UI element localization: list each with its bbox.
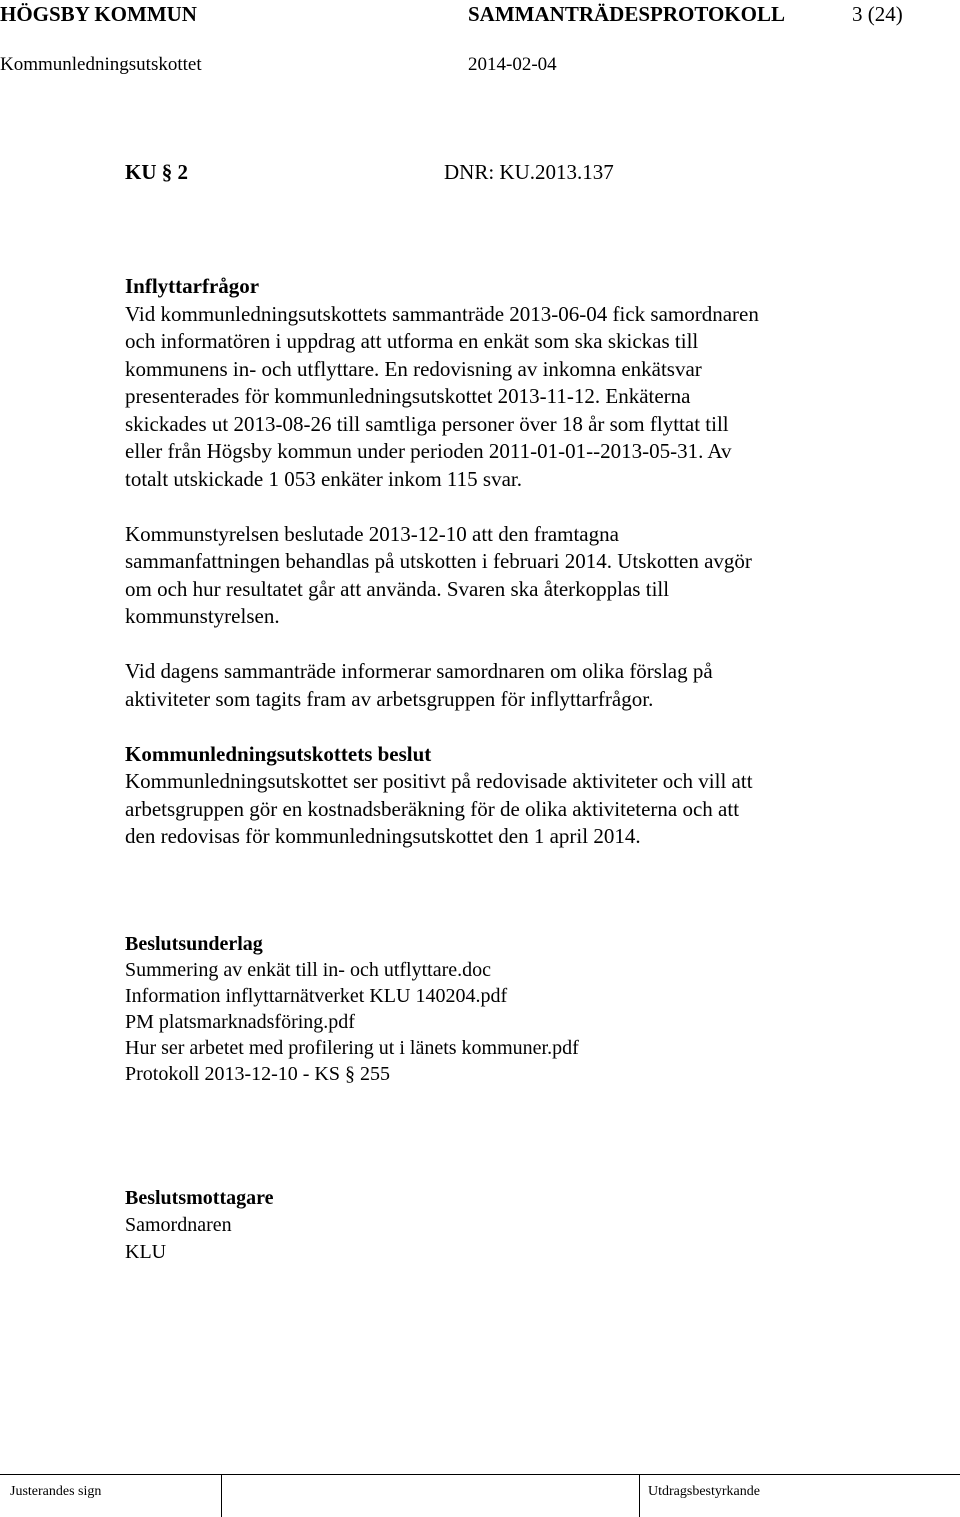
decision-line: arbetsgruppen gör en kostnadsberäkning för de olika aktiviteterna och att xyxy=(125,796,740,821)
paragraph-line: eller från Högsby kommun under perioden 2011-01-01--2013-05-31. Av xyxy=(125,439,732,463)
case-dnr: DNR: KU.2013.137 xyxy=(444,160,614,184)
paragraph-line: om och hur resultatet går att använda. Svaren ska återkopplas till xyxy=(125,576,670,601)
paragraph-line: sammanfattningen behandlas på utskotten i februari 2014. Utskotten avgör xyxy=(125,549,752,573)
case-description xyxy=(125,273,885,851)
recipients-section xyxy=(125,1185,885,1266)
decision-heading: Kommunledningsutskottets beslut xyxy=(125,741,432,766)
footer-certification-label: Utdragsbestyrkande xyxy=(648,1484,760,1499)
meeting-date: 2014-02-04 xyxy=(468,54,557,75)
case-id: KU § 2 xyxy=(125,160,188,184)
paragraph-line: totalt utskickade 1 053 enkäter inkom 115 svar. xyxy=(125,466,522,491)
committee-name: Kommunledningsutskottet xyxy=(0,54,202,75)
document-type: SAMMANTRÄDESPROTOKOLL xyxy=(468,2,785,26)
basis-item: Hur ser arbetet med profilering ut i länets kommuner.pdf xyxy=(125,1037,579,1059)
municipality-name: HÖGSBY KOMMUN xyxy=(0,2,197,26)
recipient-item: KLU xyxy=(125,1241,167,1263)
page-number: 3 (24) xyxy=(852,2,903,26)
basis-item: PM platsmarknadsföring.pdf xyxy=(125,1011,355,1033)
paragraph-line: aktiviteter som tagits fram av arbetsgruppen för inflyttarfrågor. xyxy=(125,686,654,711)
basis-section xyxy=(125,931,885,1087)
paragraph-line: Vid kommunledningsutskottets sammanträde 2013-06-04 fick samordnaren xyxy=(125,301,759,326)
basis-item: Information inflyttarnätverket KLU 140204.pdf xyxy=(125,985,508,1007)
footer-signature-label: Justerandes sign xyxy=(10,1484,102,1499)
paragraph-line: kommunens in- och utflyttare. En redovisning av inkomna enkätsvar xyxy=(125,356,702,381)
paragraph-line: Kommunstyrelsen beslutade 2013-12-10 att den framtagna xyxy=(125,521,619,546)
basis-item: Protokoll 2013-12-10 - KS § 255 xyxy=(125,1063,390,1085)
basis-item: Summering av enkät till in- och utflyttare.doc xyxy=(125,959,492,981)
basis-heading: Beslutsunderlag xyxy=(125,933,263,955)
footer-divider xyxy=(639,1474,640,1517)
section-heading: Inflyttarfrågor xyxy=(125,274,260,298)
footer-divider xyxy=(221,1474,222,1517)
recipient-item: Samordnaren xyxy=(125,1214,232,1236)
decision-line: Kommunledningsutskottet ser positivt på redovisade aktiviteter och vill att xyxy=(125,769,753,793)
footer-rule xyxy=(0,1474,960,1475)
recipients-heading: Beslutsmottagare xyxy=(125,1187,274,1209)
paragraph-line: Vid dagens sammanträde informerar samordnaren om olika förslag på xyxy=(125,659,713,683)
paragraph-line: presenterades för kommunledningsutskottet 2013-11-12. Enkäterna xyxy=(125,384,691,408)
decision-line: den redovisas för kommunledningsutskottet den 1 april 2014. xyxy=(125,824,641,848)
paragraph-line: kommunstyrelsen. xyxy=(125,604,280,628)
paragraph-line: skickades ut 2013-08-26 till samtliga personer över 18 år som flyttat till xyxy=(125,411,729,436)
paragraph-line: och informatören i uppdrag att utforma en enkät som ska skickas till xyxy=(125,329,699,353)
